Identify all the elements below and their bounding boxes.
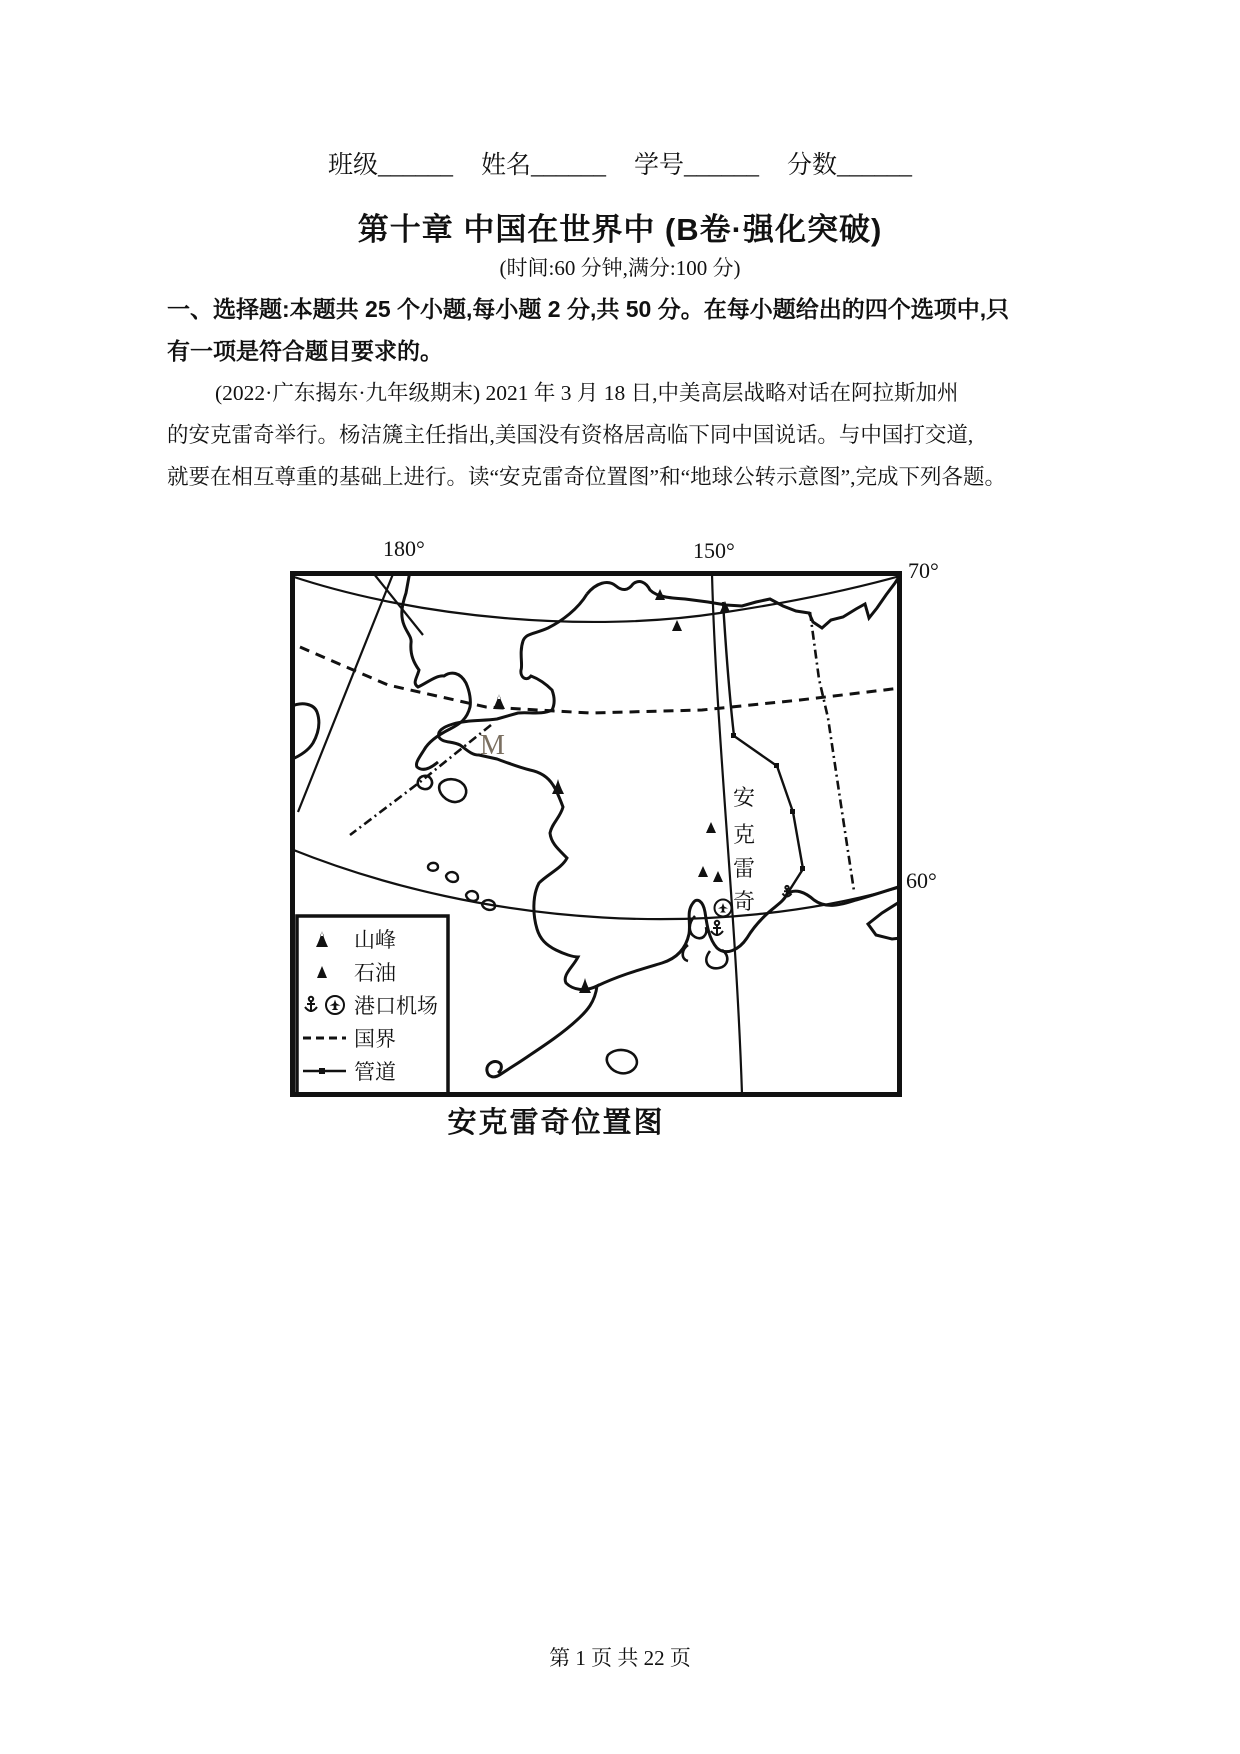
longitude-label-150: 150° [693, 538, 735, 563]
island-small-2 [428, 863, 458, 882]
intro-line1: (2022·广东揭东·九年级期末) 2021 年 3 月 18 日,中美高层战略对话在阿拉斯加州 [215, 381, 959, 405]
maritime-border-dashdot-line [350, 725, 491, 835]
legend-pipeline-label: 管道 [354, 1060, 396, 1084]
class-blank [328, 148, 453, 184]
score-label: 分数 [787, 152, 838, 179]
svg-text:雷: 雷 [733, 856, 756, 881]
legend-border-label: 国界 [354, 1027, 396, 1051]
score-blank [787, 148, 912, 184]
latitude-label-60: 60° [906, 868, 937, 893]
latitude-60-line [291, 849, 901, 919]
section-heading [167, 288, 1087, 372]
point-m-label: M [480, 730, 505, 761]
section-heading-line2: 有一项是符合题目要求的。 [167, 338, 443, 364]
island-small-3 [466, 891, 495, 910]
coastline-chukotka [402, 571, 471, 769]
exam-meta: (时间:60 分钟,满分:100 分) [499, 256, 741, 280]
student-id-underline: ______ [684, 152, 760, 179]
map-legend [297, 916, 448, 1094]
airport-icon [715, 900, 732, 917]
svg-text:安: 安 [733, 785, 756, 810]
header-blanks [0, 148, 1240, 184]
svg-text:奇: 奇 [733, 889, 756, 914]
intro-line3: 就要在相互尊重的基础上进行。读“安克雷奇位置图”和“地球公转示意图”,完成下列各题。 [167, 465, 1007, 489]
island-kodiak [607, 1050, 637, 1073]
name-label: 姓名 [480, 152, 531, 179]
latitude-label-70: 70° [908, 558, 939, 583]
legend-oil-label: 石油 [354, 961, 396, 985]
pipeline-line [723, 602, 803, 891]
mountain-icons [493, 694, 591, 993]
anchorage-city-label [733, 785, 755, 914]
question-intro [167, 372, 1087, 498]
intro-line2: 的安克雷奇举行。杨洁篪主任指出,美国没有资格居高临下同中国说话。与中国打交道, [167, 423, 974, 447]
coastline-cook-inlet [683, 916, 728, 968]
name-blank [481, 148, 606, 184]
anchorage-location-map [290, 571, 902, 1097]
longitude-label-180: 180° [383, 536, 425, 561]
page-footer: 第 1 页 共 22 页 [549, 1646, 691, 1670]
student-id-blank [634, 148, 759, 184]
map-caption: 安克雷奇位置图 [447, 1107, 665, 1139]
page-title: 第十章 中国在世界中 (B卷·强化突破) [357, 212, 883, 247]
national-border-dashed-line [300, 647, 901, 713]
legend-mountain-label: 山峰 [354, 928, 396, 952]
island-st-lawrence [439, 779, 466, 802]
oil-icons [655, 589, 730, 882]
port-anchor-icon [711, 921, 723, 936]
score-underline: ______ [837, 152, 913, 179]
coastline-west-alaska [439, 594, 597, 1077]
svg-text:克: 克 [733, 822, 756, 847]
section-heading-line1: 一、选择题:本题共 25 个小题,每小题 2 分,共 50 分。在每小题给出的四个选项中,只 [167, 296, 1010, 322]
coastline-southeast-wedge [868, 901, 901, 939]
class-underline: ______ [377, 152, 453, 179]
name-underline: ______ [531, 152, 606, 179]
student-id-label: 学号 [634, 152, 685, 179]
meridian-180-line [298, 574, 393, 812]
east-border-dashdot-line [810, 612, 854, 891]
class-label: 班级 [327, 152, 378, 179]
map-svg [290, 571, 902, 1097]
legend-port-airport-label: 港口机场 [354, 994, 438, 1018]
